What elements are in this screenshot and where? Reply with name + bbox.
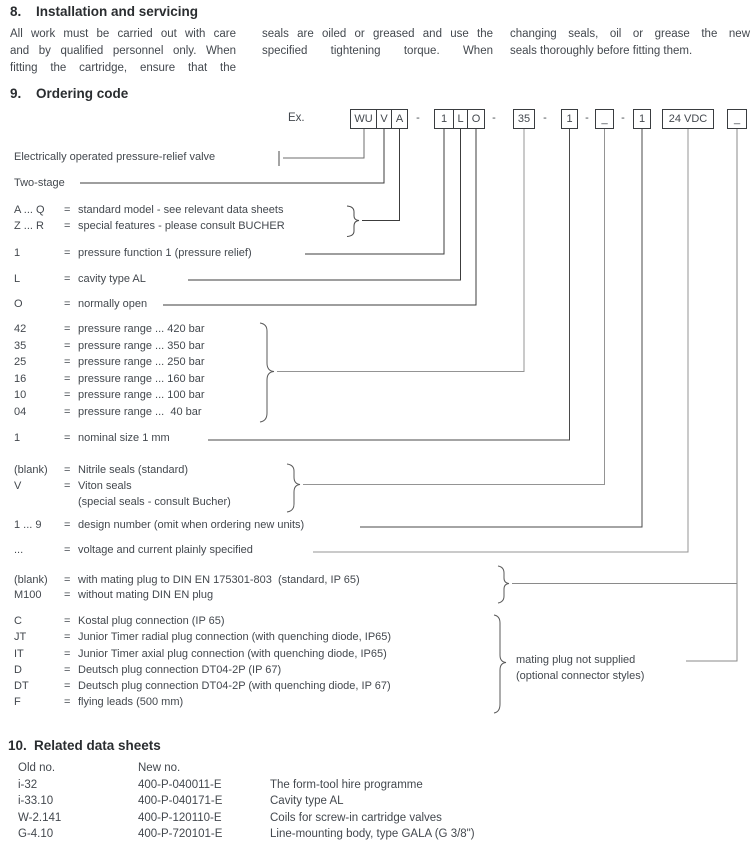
legend-code: (blank) [14,574,48,586]
legend-row [14,574,360,586]
legend-code: V [14,480,22,492]
legend-row [14,680,391,692]
legend-row [14,631,391,643]
legend-row [14,480,132,492]
legend-eq: = [64,696,71,708]
legend-code: JT [14,631,27,643]
legend-row [14,664,281,676]
legend-eq: = [64,680,71,692]
legend-eq: = [64,298,71,310]
legend-code: DT [14,680,29,692]
legend-row [14,389,205,401]
legend-row [14,323,205,335]
legend-eq: = [64,204,71,216]
legend-code: (blank) [14,464,48,476]
table-cell-desc: Line-mounting body, type GALA (G 3/8") [270,828,475,840]
legend-eq: = [64,519,71,531]
section9-title: Ordering code [36,86,129,101]
legend-desc: voltage and current plainly specified [78,544,253,556]
code-box-35: 35 [513,109,535,129]
legend-eq: = [64,480,71,492]
legend-row [14,204,283,216]
legend-eq: = [64,406,71,418]
legend-code: 35 [14,340,27,352]
legend-code: 42 [14,323,27,335]
legend-code: 1 [14,247,21,259]
code-box-a: A [391,109,408,129]
table-header-old-no: Old no. [18,762,56,774]
legend-row [14,273,146,285]
paragraph-col2-line: specified tightening torque. When [262,45,493,57]
legend-row [14,615,225,627]
code-box-wu: WU [350,109,377,129]
legend-eq: = [64,373,71,385]
table-cell-new-no: 400-P-040011-E [138,779,222,791]
legend-eq: = [64,464,71,476]
code-box-1b: 1 [633,109,651,129]
legend-desc: Nitrile seals (standard) [78,464,189,476]
connector-pressure-function [305,129,444,254]
legend-desc: design number (omit when ordering new units) [78,519,305,531]
legend-row [14,406,202,418]
code-box-l: L [453,109,468,129]
legend-desc: pressure range ... 40 bar [78,406,202,418]
paragraph-col1-line: and by qualified personnel only. When [10,45,236,57]
table-cell-old-no: G-4.10 [18,828,54,840]
legend-desc: flying leads (500 mm) [78,696,184,708]
legend-code: 10 [14,389,27,401]
section10-title: Related data sheets [34,738,161,753]
legend-desc: pressure range ... 250 bar [78,356,205,368]
legend-row [14,298,147,310]
section9-number: 9. [10,86,22,101]
legend-code: M100 [14,589,42,601]
legend-row [14,544,253,556]
legend-desc: pressure range ... 350 bar [78,340,205,352]
legend-row [14,519,304,531]
table-cell-desc: Cavity type AL [270,795,344,807]
legend-eq: = [64,273,71,285]
legend-code: O [14,298,23,310]
table-cell-old-no: i-32 [18,779,38,791]
paragraph-col2-line: seals are oiled or greased and use the [262,28,493,40]
legend-row [14,464,188,476]
legend-eq: = [64,574,71,586]
legend-desc: without mating DIN EN plug [78,589,214,601]
code-dash: - [492,112,496,124]
legend-desc: with mating plug to DIN EN 175301-803 (standard, IP 65) [78,574,360,586]
connector-pressure-range [277,129,524,372]
legend-desc: Junior Timer radial plug connection (with quenching diode, IP65) [78,631,392,643]
table-cell-desc: Coils for screw-in cartridge valves [270,812,442,824]
legend-desc: Kostal plug connection (IP 65) [78,615,225,627]
legend-eq: = [64,544,71,556]
legend-row [14,177,65,189]
table-cell-new-no: 400-P-120110-E [138,812,222,824]
legend-desc: standard model - see relevant data sheets [78,204,284,216]
legend-desc: cavity type AL [78,273,146,285]
brace-model [347,206,359,237]
table-header-new-no: New no. [138,762,181,774]
code-box-blank1: _ [595,109,614,129]
legend-code: 1 ... 9 [14,519,42,531]
paragraph-col3-line: changing seals, oil or grease the new [510,28,750,40]
code-dash: - [543,112,547,124]
legend-eq: = [64,615,71,627]
mating-plug-note [516,652,644,684]
legend-desc: Junior Timer axial plug connection (with quenching diode, IP65) [78,648,387,660]
legend-row [14,247,252,259]
connector-design-number [360,129,642,527]
mating-plug-note-line1: mating plug not supplied [516,654,636,666]
legend-code: ... [14,544,24,556]
code-box-1: 1 [434,109,454,129]
legend-desc: pressure range ... 160 bar [78,373,205,385]
legend-desc: normally open [78,298,148,310]
legend-code: 04 [14,406,27,418]
legend-desc: pressure range ... 420 bar [78,323,205,335]
legend-eq: = [64,247,71,259]
section8-title: Installation and servicing [36,4,199,19]
example-label: Ex. [288,112,305,124]
legend-row [14,432,170,444]
code-dash: - [416,112,420,124]
legend-code: D [14,664,22,676]
table-cell-old-no: i-33.10 [18,795,54,807]
legend-row [14,356,205,368]
brace-connector-styles [494,615,506,713]
legend-code: Z ... R [14,220,44,232]
legend-desc: pressure range ... 100 bar [78,389,205,401]
table-cell-old-no: W-2.141 [18,812,62,824]
code-box-blank2: _ [727,109,747,129]
legend-desc: Electrically operated pressure-relief valve [14,151,216,163]
table-cell-new-no: 400-P-720101-E [138,828,223,840]
legend-eq: = [64,220,71,232]
legend-desc: nominal size 1 mm [78,432,170,444]
legend-eq: = [64,631,71,643]
section8-number: 8. [10,4,22,19]
section8-heading [10,4,198,19]
table-cell-desc: The form-tool hire programme [270,779,423,791]
legend-row [14,220,285,232]
code-box-voltage: 24 VDC [662,109,714,129]
connector-voltage [313,129,688,552]
code-box-o: O [467,109,485,129]
legend-desc: pressure function 1 (pressure relief) [78,247,252,259]
connector-valve [283,129,364,158]
legend-row [14,589,213,601]
legend-code: A ... Q [14,204,45,216]
brace-pressure-range [260,323,274,422]
connector-nominal-size [208,129,570,440]
section9-heading [10,86,128,101]
code-box-design: 1 [561,109,578,129]
legend-code: L [14,273,21,285]
legend-row [14,340,205,352]
legend-desc: Deutsch plug connection DT04-2P (IP 67) [78,664,282,676]
legend-row [14,696,183,708]
paragraph-col1-line: All work must be carried out with care [10,28,236,40]
legend-desc: Viton seals [78,480,132,492]
section10-heading [8,738,161,753]
legend-eq: = [64,648,71,660]
code-dash: - [621,112,625,124]
legend-code: F [14,696,21,708]
mating-plug-note-line2: (optional connector styles) [516,670,645,682]
table-cell-new-no: 400-P-040171-E [138,795,223,807]
code-dash: - [585,112,589,124]
legend-row [14,151,215,163]
connector-plug-styles [686,129,737,661]
connector-model [362,129,400,221]
legend-row [14,496,231,508]
legend-code: IT [14,648,24,660]
legend-desc: Two-stage [14,177,65,189]
legend-eq: = [64,664,71,676]
legend-code: 25 [14,356,27,368]
legend-desc: (special seals - consult Bucher) [78,496,231,508]
legend-eq: = [64,323,71,335]
legend-desc: Deutsch plug connection DT04-2P (with quenching diode, IP 67) [78,680,391,692]
legend-row [14,373,205,385]
brace-seals [287,464,300,512]
legend-code: 16 [14,373,27,385]
brace-mating-plug [498,566,509,603]
legend-eq: = [64,356,71,368]
legend-code: C [14,615,22,627]
code-box-v: V [376,109,392,129]
legend-eq: = [64,432,71,444]
legend-eq: = [64,340,71,352]
legend-desc: special features - please consult BUCHER [78,220,285,232]
legend-code: 1 [14,432,21,444]
legend-eq: = [64,389,71,401]
paragraph-col3-line: seals thoroughly before fitting them. [510,45,693,57]
paragraph-col1-line: fitting the cartridge, ensure that the [10,62,236,74]
legend-eq: = [64,589,71,601]
connector-seals [303,129,605,485]
section10-number: 10. [8,738,27,753]
legend-row [14,648,387,660]
